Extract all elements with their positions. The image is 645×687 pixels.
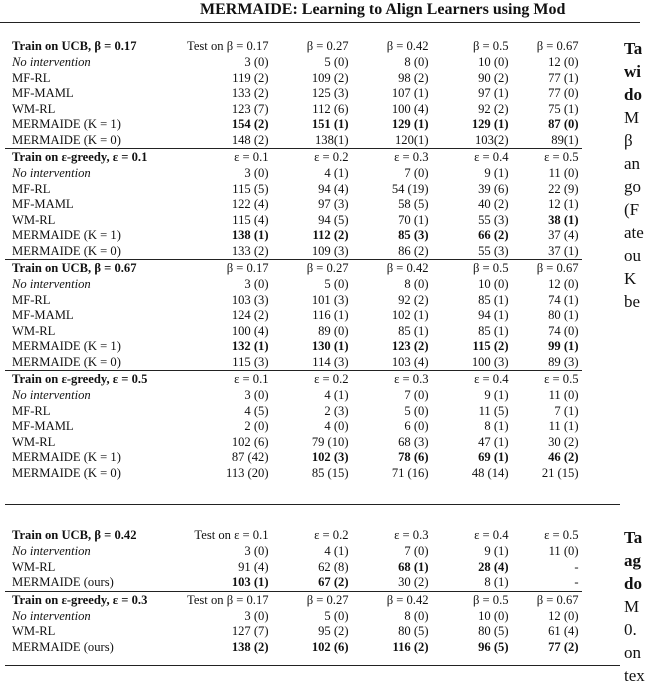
row-label: MF-MAML — [12, 197, 74, 211]
table-cell: ε = 0.3 — [394, 528, 429, 542]
table-cell: 100 (4) — [391, 101, 429, 116]
table-cell: 109 (3) — [311, 243, 349, 258]
table-cell: 6 (0) — [404, 419, 429, 433]
table-cell: 151 (1) — [311, 117, 349, 131]
caption-fragment: K — [624, 269, 637, 288]
row-label: MF-RL — [12, 181, 51, 196]
table-cell: 120(1) — [394, 132, 429, 147]
table-cell: 103(2) — [474, 132, 509, 147]
table-row — [5, 133, 582, 149]
table-row — [5, 419, 582, 435]
table-cell: 28 (4) — [478, 559, 509, 574]
table-cell: 148 (2) — [231, 132, 269, 147]
table-cell: 3 (0) — [244, 55, 269, 69]
table-cell: 115 (2) — [472, 339, 509, 353]
table-cell: 130 (1) — [311, 339, 349, 353]
table-cell: 78 (6) — [398, 450, 429, 464]
table-cell: 94 (1) — [478, 308, 509, 322]
table-cell: 115 (5) — [232, 181, 269, 196]
table-cell: Test on ε = 0.1 — [194, 528, 269, 542]
table-cell: 47 (1) — [478, 434, 509, 449]
table-cell: ε = 0.2 — [269, 371, 349, 389]
table-cell: 5 (0) — [324, 277, 349, 291]
table-cell: 129 (1) — [391, 117, 429, 131]
table-cell: 66 (2) — [478, 228, 509, 242]
caption-fragment: do — [624, 85, 642, 104]
table-cell: 4 (0) — [324, 419, 349, 433]
table-cell: 114 (3) — [312, 354, 349, 369]
table-cell: 115 (3) — [232, 354, 269, 369]
table-cell: 77 (2) — [548, 639, 579, 654]
row-label: MF-RL — [12, 70, 51, 85]
table-cell: ε = 0.2 — [314, 528, 349, 542]
table-cell: 5 (0) — [404, 403, 429, 418]
table-cell: 138(1) — [314, 132, 349, 147]
table-row — [5, 624, 582, 640]
table-cell: 11 (5) — [478, 403, 509, 418]
table-cell: ε = 0.4 — [474, 528, 509, 542]
table-cell: ε = 0.4 — [429, 149, 509, 167]
table-cell: 85 (1) — [398, 323, 429, 338]
table-cell: 68 (1) — [398, 559, 429, 574]
table-row — [5, 640, 582, 656]
table-cell: 9 (1) — [484, 388, 509, 402]
table-cell: 22 (9) — [548, 181, 579, 196]
table-cell: 115 (4) — [232, 212, 269, 227]
table-cell: 92 (2) — [398, 292, 429, 307]
table-cell: 138 (2) — [231, 639, 269, 654]
row-label: WM-RL — [12, 624, 56, 638]
table-cell: 21 (15) — [541, 465, 579, 480]
row-label: No intervention — [12, 277, 91, 291]
table-cell: β = 0.67 — [509, 260, 582, 278]
table-cell: 101 (3) — [311, 292, 349, 307]
row-label: MF-MAML — [12, 308, 74, 322]
table-cell: 99 (1) — [548, 339, 579, 353]
row-label: No intervention — [12, 388, 91, 402]
caption-fragment: 0. — [624, 620, 637, 639]
block-header-row — [5, 260, 582, 278]
table-cell: 39 (6) — [478, 181, 509, 196]
table-row — [5, 293, 582, 309]
table-row — [5, 213, 582, 229]
row-label: No intervention — [12, 608, 91, 623]
table-cell: β = 0.42 — [349, 260, 429, 278]
table-cell: β = 0.67 — [509, 591, 582, 609]
row-label: MERMAIDE (K = 0) — [12, 465, 121, 480]
block-header-row — [5, 591, 582, 609]
table-cell: 3 (0) — [244, 388, 269, 402]
caption-fragment: ou — [624, 246, 641, 265]
table-cell: 11 (0) — [548, 544, 579, 558]
table-cell: 80 (1) — [548, 308, 579, 322]
table-row — [5, 355, 582, 371]
table-cell: β = 0.5 — [429, 591, 509, 609]
block-header-row — [5, 38, 582, 55]
table-cell: 8 (0) — [404, 277, 429, 291]
table-cell: ε = 0.1 — [187, 371, 269, 389]
row-label: Train on ε-greedy, ε = 0.1 — [5, 149, 187, 167]
table-cell: Test on β = 0.17 — [187, 39, 269, 53]
table-cell: 11 (0) — [548, 166, 579, 180]
table-cell: 123 (2) — [391, 339, 429, 353]
row-label: MERMAIDE (K = 1) — [12, 450, 121, 464]
table-row — [5, 404, 582, 420]
table-cell: 30 (2) — [548, 434, 579, 449]
table-cell: 5 (0) — [324, 608, 349, 623]
table-cell: 67 (2) — [318, 575, 349, 589]
table-row — [5, 244, 582, 260]
table-cell: 80 (5) — [398, 624, 429, 638]
table-row — [5, 308, 582, 324]
row-label: MERMAIDE (ours) — [12, 639, 114, 654]
table-row — [5, 86, 582, 102]
table-cell: 92 (2) — [478, 101, 509, 116]
caption-fragment: β — [624, 131, 633, 150]
table-cell: ε = 0.5 — [509, 371, 582, 389]
table-row — [5, 560, 582, 576]
table-cell: 102 (6) — [311, 639, 349, 654]
table-cell: 87 (0) — [548, 117, 579, 131]
caption-fragment: ag — [624, 551, 641, 570]
table-row — [5, 466, 582, 482]
table-cell: 103 (4) — [391, 354, 429, 369]
table-cell: 94 (4) — [318, 181, 349, 196]
table-cell: 30 (2) — [398, 575, 429, 589]
table-cell: 2 (3) — [324, 403, 349, 418]
table-cell: 80 (5) — [478, 624, 509, 638]
table-cell: ε = 0.5 — [544, 528, 579, 542]
table-cell: 107 (1) — [391, 86, 429, 100]
table-2-bottom-rule — [5, 665, 620, 666]
row-label: Train on ε-greedy, ε = 0.3 — [5, 591, 187, 609]
caption-fragment: do — [624, 574, 642, 593]
row-label: MF-RL — [12, 403, 51, 418]
table-cell: 116 (2) — [392, 639, 429, 654]
row-label: MERMAIDE (K = 0) — [12, 243, 121, 258]
table-cell: 8 (0) — [404, 55, 429, 69]
table-cell: 85 (3) — [398, 228, 429, 242]
table-cell: 85 (15) — [311, 465, 349, 480]
page-header — [0, 0, 640, 23]
table-cell: β = 0.5 — [429, 260, 509, 278]
table-cell: 12 (0) — [548, 55, 579, 69]
table-cell: 11 (0) — [548, 388, 579, 402]
table-row — [5, 609, 582, 625]
table-cell: 79 (10) — [311, 434, 349, 449]
table-cell: 100 (4) — [231, 323, 269, 338]
row-label: MERMAIDE (K = 1) — [12, 339, 121, 353]
table-cell: 94 (5) — [318, 212, 349, 227]
table-cell: 9 (1) — [484, 544, 509, 558]
table-cell: 5 (0) — [324, 55, 349, 69]
row-label: MERMAIDE (ours) — [12, 575, 114, 589]
table-cell: β = 0.67 — [536, 39, 579, 53]
table-row — [5, 544, 582, 560]
table-cell: 3 (0) — [244, 166, 269, 180]
table-cell: 38 (1) — [548, 212, 579, 227]
table-row — [5, 277, 582, 293]
table-cell: 123 (7) — [231, 101, 269, 116]
table-cell: 70 (1) — [398, 212, 429, 227]
table-cell: - — [574, 575, 579, 589]
table-cell: 8 (1) — [484, 575, 509, 589]
table-row — [5, 55, 582, 71]
table-cell: 89 (0) — [318, 323, 349, 338]
table-cell: 98 (2) — [398, 70, 429, 85]
row-label: No intervention — [12, 55, 91, 69]
row-label: Train on UCB, β = 0.42 — [12, 528, 137, 542]
row-label: Train on UCB, β = 0.17 — [12, 39, 137, 53]
table-cell: 12 (0) — [548, 277, 579, 291]
table-cell: 154 (2) — [231, 117, 269, 131]
caption-fragment: M — [624, 108, 640, 127]
table-row — [5, 228, 582, 244]
table-cell: 3 (0) — [244, 544, 269, 558]
table-row — [5, 197, 582, 213]
table-cell: 138 (1) — [231, 228, 269, 242]
table-cell: 7 (1) — [554, 403, 579, 418]
table-cell: 46 (2) — [548, 450, 579, 464]
caption-fragment: Ta — [624, 39, 643, 58]
caption-fragment: Ta — [624, 528, 643, 547]
table-cell: 89 (3) — [548, 354, 579, 369]
table-cell: β = 0.5 — [472, 39, 509, 53]
table-cell: 85 (1) — [478, 323, 509, 338]
table-cell: 85 (1) — [478, 292, 509, 307]
table-cell: 103 (3) — [231, 292, 269, 307]
table-cell: 12 (1) — [548, 197, 579, 211]
table-cell: 77 (0) — [548, 86, 579, 100]
table-cell: 113 (20) — [225, 465, 269, 480]
table-cell: 119 (2) — [232, 70, 269, 85]
table-cell: 103 (1) — [231, 575, 269, 589]
table-row — [5, 575, 582, 591]
table-cell: 127 (7) — [231, 624, 269, 638]
row-label: MERMAIDE (K = 1) — [12, 117, 121, 131]
table-cell: 90 (2) — [478, 70, 509, 85]
table-cell: 112 (6) — [312, 101, 349, 116]
table-cell: 100 (3) — [471, 354, 509, 369]
table-cell: 97 (1) — [478, 86, 509, 100]
table-cell: 125 (3) — [311, 86, 349, 100]
table-cell: Test on β = 0.17 — [187, 592, 269, 607]
row-label: WM-RL — [12, 323, 56, 338]
table-cell: 122 (4) — [231, 197, 269, 211]
table-cell: 116 (1) — [312, 308, 349, 322]
row-label: Train on UCB, β = 0.67 — [5, 260, 187, 278]
table-cell: ε = 0.3 — [349, 149, 429, 167]
table-row — [5, 435, 582, 451]
block-header-row — [5, 527, 582, 544]
table-cell: β = 0.27 — [269, 260, 349, 278]
row-label: No intervention — [12, 166, 91, 180]
table-cell: 37 (1) — [548, 243, 579, 258]
table-cell: 11 (1) — [548, 419, 579, 433]
table-cell: 68 (3) — [398, 434, 429, 449]
table-cell: 54 (19) — [391, 181, 429, 196]
table-cell: 109 (2) — [311, 70, 349, 85]
table-cell: 55 (3) — [478, 212, 509, 227]
table-cell: 124 (2) — [231, 308, 269, 322]
table-cell: β = 0.42 — [349, 591, 429, 609]
table-cell: 132 (1) — [231, 339, 269, 353]
table-cell: 75 (1) — [548, 101, 579, 116]
table-cell: 2 (0) — [244, 419, 269, 433]
table-cell: 4 (5) — [244, 403, 269, 418]
table-cell: 40 (2) — [478, 197, 509, 211]
row-label: MERMAIDE (K = 1) — [12, 228, 121, 242]
caption-fragment: wi — [624, 62, 641, 81]
table-cell: 102 (1) — [391, 308, 429, 322]
table-cell: 55 (3) — [478, 243, 509, 258]
table-cell: 129 (1) — [471, 117, 509, 131]
running-title: MERMAIDE: Learning to Align Learners using Mod — [200, 1, 566, 18]
row-label: WM-RL — [12, 559, 56, 574]
table-cell: 10 (0) — [478, 55, 509, 69]
table-cell: 87 (42) — [231, 450, 269, 464]
table-cell: ε = 0.4 — [429, 371, 509, 389]
table-row — [5, 117, 582, 133]
table-cell: 4 (1) — [324, 544, 349, 558]
row-label: MERMAIDE (K = 0) — [12, 132, 121, 147]
table-cell: 7 (0) — [404, 166, 429, 180]
results-table-1 — [5, 38, 582, 481]
table-cell: 96 (5) — [478, 639, 509, 654]
table-cell: 97 (3) — [318, 197, 349, 211]
caption-fragment: M — [624, 597, 640, 616]
table-cell: 86 (2) — [398, 243, 429, 258]
table-cell: 7 (0) — [404, 388, 429, 402]
table-cell: 74 (1) — [548, 292, 579, 307]
caption-fragment: (F — [624, 200, 640, 219]
caption-fragment: an — [624, 154, 641, 173]
block-header-row — [5, 149, 582, 167]
table-cell: 4 (1) — [324, 166, 349, 180]
table-cell: β = 0.27 — [306, 39, 349, 53]
table-row — [5, 182, 582, 198]
table-cell: ε = 0.2 — [269, 149, 349, 167]
table-cell: 74 (0) — [548, 323, 579, 338]
table-cell: 71 (16) — [391, 465, 429, 480]
table-row — [5, 324, 582, 340]
table-row — [5, 450, 582, 466]
caption-fragment: ate — [624, 223, 644, 242]
table-row — [5, 388, 582, 404]
table-cell: 133 (2) — [231, 86, 269, 100]
results-table-2 — [5, 527, 582, 655]
row-label: WM-RL — [12, 101, 56, 116]
table-cell: 102 (3) — [311, 450, 349, 464]
block-header-row — [5, 371, 582, 389]
table-cell: 10 (0) — [478, 277, 509, 291]
table-cell: 3 (0) — [244, 277, 269, 291]
caption-fragment: go — [624, 177, 641, 196]
table-cell: 77 (1) — [548, 70, 579, 85]
table-cell: 112 (2) — [312, 228, 349, 242]
table-cell: 9 (1) — [484, 166, 509, 180]
table-cell: 3 (0) — [244, 608, 269, 623]
table-cell: 58 (5) — [398, 197, 429, 211]
table-cell: - — [574, 559, 579, 574]
row-label: WM-RL — [12, 434, 56, 449]
row-label: MF-MAML — [12, 86, 74, 100]
table-cell: ε = 0.5 — [509, 149, 582, 167]
table-row — [5, 339, 582, 355]
row-label: MF-RL — [12, 292, 51, 307]
table-cell: 133 (2) — [231, 243, 269, 258]
caption-fragment: tex — [624, 666, 645, 685]
table-cell: β = 0.27 — [269, 591, 349, 609]
table-cell: 61 (4) — [548, 624, 579, 638]
table-row — [5, 71, 582, 87]
row-label: Train on ε-greedy, ε = 0.5 — [5, 371, 187, 389]
table-cell: 91 (4) — [238, 559, 269, 574]
table-cell: 95 (2) — [318, 624, 349, 638]
table-cell: 69 (1) — [478, 450, 509, 464]
table-cell: ε = 0.3 — [349, 371, 429, 389]
row-label: MERMAIDE (K = 0) — [12, 354, 121, 369]
table-cell: 102 (6) — [231, 434, 269, 449]
table-cell: 4 (1) — [324, 388, 349, 402]
table-cell: 8 (1) — [484, 419, 509, 433]
table-cell: 62 (8) — [318, 559, 349, 574]
table-cell: 89(1) — [551, 132, 579, 147]
row-label: WM-RL — [12, 212, 56, 227]
table-cell: ε = 0.1 — [187, 149, 269, 167]
side-caption-fragment-2 — [624, 526, 645, 687]
table-1-bottom-rule — [5, 504, 620, 505]
row-label: No intervention — [12, 544, 91, 558]
table-row — [5, 102, 582, 118]
table-cell: 10 (0) — [478, 608, 509, 623]
row-label: MF-MAML — [12, 419, 74, 433]
table-cell: 7 (0) — [404, 544, 429, 558]
table-cell: β = 0.42 — [386, 39, 429, 53]
table-cell: 37 (4) — [548, 228, 579, 242]
table-cell: 8 (0) — [404, 608, 429, 623]
table-row — [5, 166, 582, 182]
table-cell: β = 0.17 — [187, 260, 269, 278]
side-caption-fragment-1 — [624, 37, 644, 313]
table-cell: 48 (14) — [471, 465, 509, 480]
table-cell: 12 (0) — [548, 608, 579, 623]
caption-fragment: on — [624, 643, 641, 662]
caption-fragment: be — [624, 292, 641, 311]
